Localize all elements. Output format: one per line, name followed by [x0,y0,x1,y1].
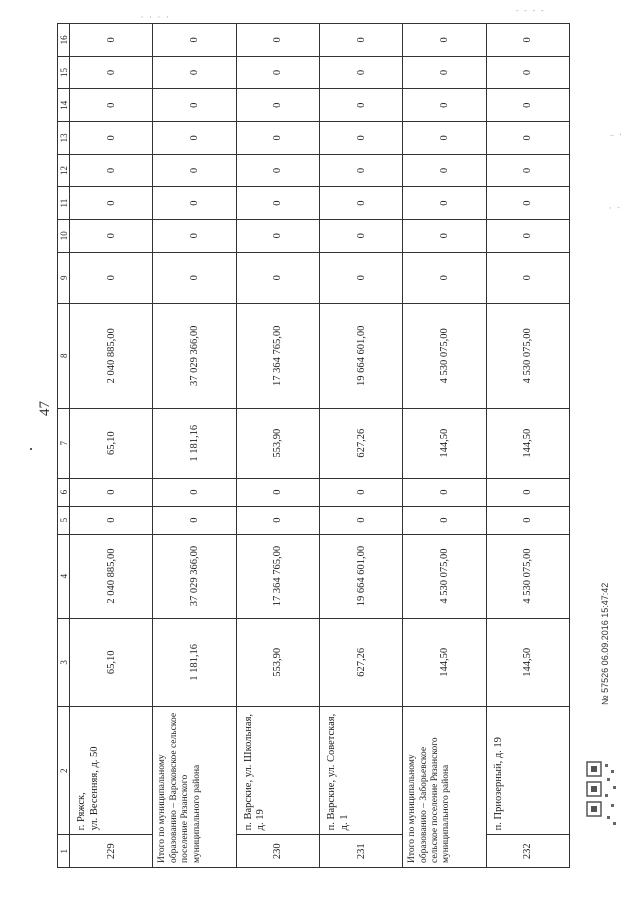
scan-mark: - - - - [515,8,545,16]
scan-mark: · · · · [140,14,170,22]
value-cell: 0 [319,219,402,252]
row-number: 229 [70,835,153,868]
value-cell: 553,90 [236,618,319,707]
value-cell: 0 [153,24,236,57]
value-cell: 0 [403,24,486,57]
row-number: 232 [486,835,569,868]
value-cell: 0 [319,56,402,89]
value-cell: 0 [319,154,402,187]
value-cell: 19 664 601,00 [319,534,402,618]
table-row [153,24,236,868]
value-cell: 0 [486,154,569,187]
value-cell: 0 [70,252,153,303]
value-cell: 0 [236,187,319,220]
value-cell: 0 [486,478,569,506]
value-cell: 0 [236,24,319,57]
value-cell: 0 [486,219,569,252]
value-cell: 0 [486,24,569,57]
header-cell: 10 [58,219,70,252]
value-cell: 0 [403,506,486,534]
value-cell: 17 364 765,00 [236,303,319,408]
value-cell: 144,50 [403,408,486,478]
value-cell: 0 [153,506,236,534]
header-cell: 5 [58,506,70,534]
table-row [403,24,486,868]
value-cell: 19 664 601,00 [319,303,402,408]
value-cell: 144,50 [486,618,569,707]
value-cell: 0 [486,122,569,155]
value-cell: 2 040 885,00 [70,303,153,408]
value-cell: 0 [403,187,486,220]
value-cell: 0 [70,56,153,89]
value-cell: 144,50 [403,618,486,707]
value-cell: 0 [319,506,402,534]
value-cell: 0 [70,219,153,252]
address-cell: п. Варские, ул. Советская, д. 1 [319,707,402,835]
value-cell: 0 [319,24,402,57]
value-cell: 0 [236,252,319,303]
header-cell: 16 [58,24,70,57]
table-row [236,24,319,868]
value-cell: 1 181,16 [153,408,236,478]
value-cell: 144,50 [486,408,569,478]
value-cell: 0 [236,478,319,506]
table-row [486,24,569,868]
value-cell: 37 029 366,00 [153,534,236,618]
value-cell: 4 530 075,00 [486,534,569,618]
value-cell: 0 [403,89,486,122]
value-cell: 0 [319,89,402,122]
value-cell: 0 [486,56,569,89]
header-cell: 13 [58,122,70,155]
value-cell: 0 [403,478,486,506]
value-cell: 0 [70,506,153,534]
value-cell: 0 [236,89,319,122]
value-cell: 0 [70,122,153,155]
header-cell: 7 [58,408,70,478]
table-row [319,24,402,868]
header-cell: 8 [58,303,70,408]
value-cell: 0 [153,122,236,155]
value-cell: 0 [236,219,319,252]
value-cell: 0 [153,187,236,220]
value-cell: 0 [153,154,236,187]
rotated-table-wrapper [57,23,570,868]
header-cell: 1 [58,835,70,868]
header-cell: 2 [58,707,70,835]
table-body [58,24,570,868]
value-cell: 0 [153,56,236,89]
value-cell: 0 [403,219,486,252]
value-cell: 0 [153,219,236,252]
register-table [57,23,570,868]
header-cell: 12 [58,154,70,187]
value-cell: 0 [236,154,319,187]
value-cell: 37 029 366,00 [153,303,236,408]
subtotal-label: Итого по муниципальному образованию – Заборьевское сельское поселение Рязанского муниципального района [403,707,486,868]
subtotal-label: Итого по муниципальному образованию – Варсковское сельское поселение Рязанского муниципального района [153,707,236,868]
value-cell: 627,26 [319,408,402,478]
qr-stamp-icon [585,760,621,830]
value-cell: 0 [319,122,402,155]
page-number: 47 [37,401,53,416]
value-cell: 0 [319,252,402,303]
address-cell: г. Ряжск, ул. Весенняя, д. 50 [70,707,153,835]
address-cell: п. Варские, ул. Школьная, д. 19 [236,707,319,835]
header-cell: 4 [58,534,70,618]
value-cell: 0 [403,56,486,89]
header-cell: 6 [58,478,70,506]
value-cell: 1 181,16 [153,618,236,707]
registration-stamp: № 57526 06.09.2016 15:47:42 [600,582,610,705]
value-cell: 2 040 885,00 [70,534,153,618]
row-number: 230 [236,835,319,868]
value-cell: 17 364 765,00 [236,534,319,618]
value-cell: 0 [236,506,319,534]
value-cell: 627,26 [319,618,402,707]
value-cell: 0 [236,122,319,155]
value-cell: 4 530 075,00 [403,534,486,618]
value-cell: 0 [403,122,486,155]
header-cell: 3 [58,618,70,707]
value-cell: 0 [153,478,236,506]
table-row [70,24,153,868]
scan-mark: · - [608,205,621,213]
value-cell: 65,10 [70,408,153,478]
value-cell: 0 [70,478,153,506]
value-cell: 65,10 [70,618,153,707]
value-cell: 0 [70,154,153,187]
value-cell: 553,90 [236,408,319,478]
value-cell: 0 [70,89,153,122]
value-cell: 4 530 075,00 [403,303,486,408]
value-cell: 4 530 075,00 [486,303,569,408]
scan-dot [30,448,32,450]
header-cell: 14 [58,89,70,122]
header-cell: 15 [58,56,70,89]
value-cell: 0 [153,252,236,303]
value-cell: 0 [486,89,569,122]
value-cell: 0 [403,252,486,303]
value-cell: 0 [236,56,319,89]
value-cell: 0 [486,252,569,303]
row-number: 231 [319,835,402,868]
value-cell: 0 [403,154,486,187]
value-cell: 0 [319,187,402,220]
value-cell: 0 [486,506,569,534]
header-cell: 9 [58,252,70,303]
address-cell: п. Приозерный, д. 19 [486,707,569,835]
header-cell: 11 [58,187,70,220]
value-cell: 0 [319,478,402,506]
value-cell: 0 [153,89,236,122]
value-cell: 0 [486,187,569,220]
scan-mark: _ . [610,130,623,138]
header-row [58,24,70,868]
value-cell: 0 [70,187,153,220]
value-cell: 0 [70,24,153,57]
